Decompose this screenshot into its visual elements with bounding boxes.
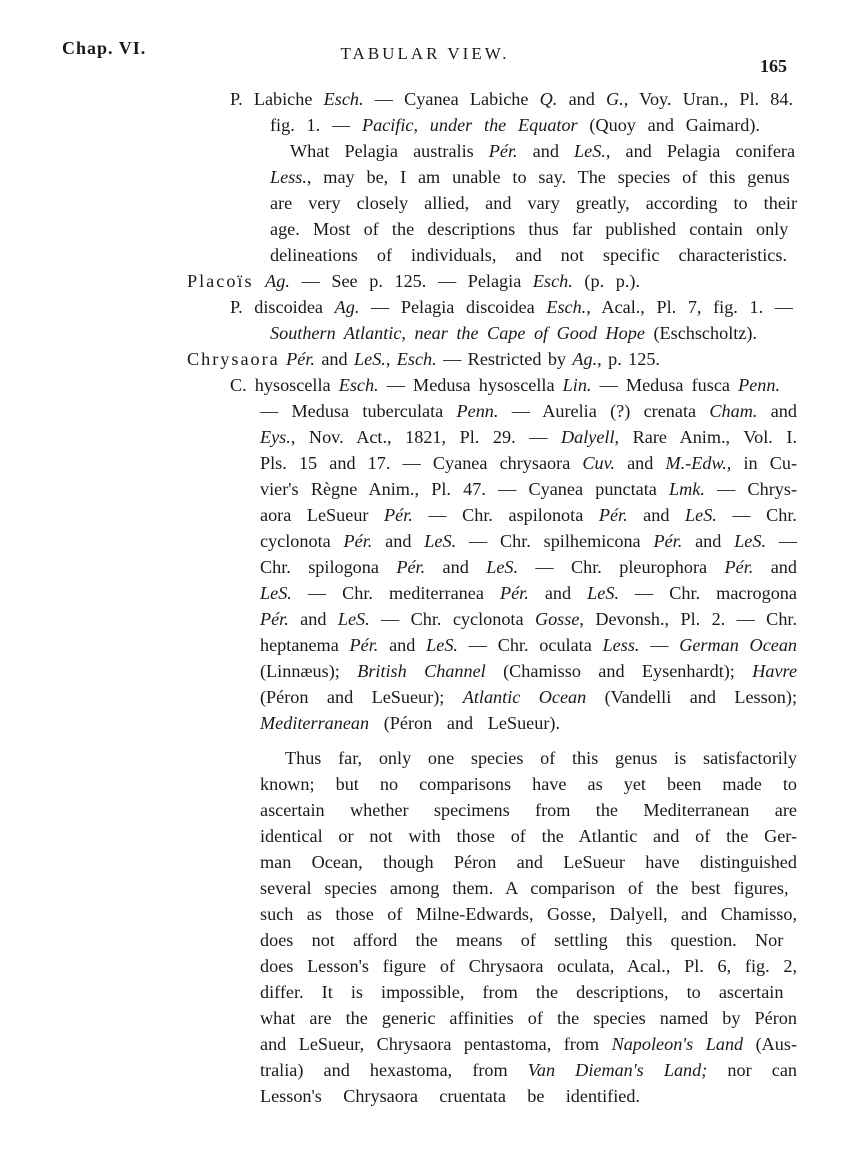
text-line: what are the generic affinities of the species named by Péron bbox=[260, 1008, 797, 1028]
text-line: What Pelagia australis Pér. and LeS., and Pelagia conifera bbox=[290, 141, 796, 161]
text-line: identical or not with those of the Atlantic and of the Ger- bbox=[260, 826, 798, 846]
text-line: Southern Atlantic, near the Cape of Good Hope (Eschscholtz). bbox=[270, 323, 757, 343]
text-line: are very closely allied, and vary greatly, according to their bbox=[270, 193, 798, 213]
text-line: Lesson's Chrysaora cruentata be identified. bbox=[260, 1086, 640, 1106]
running-title: TABULAR VIEW. bbox=[340, 44, 510, 63]
text-line: Mediterranean (Péron and LeSueur). bbox=[260, 713, 560, 733]
text-line: and LeSueur, Chrysaora pentastoma, from Napoleon's Land (Aus- bbox=[260, 1034, 798, 1054]
text-line: Chrysaora Pér. and LeS., Esch. — Restricted by Ag., p. 125. bbox=[187, 349, 660, 369]
page-number: 165 bbox=[760, 56, 787, 76]
text-line: differ. It is impossible, from the descriptions, to ascertain bbox=[260, 982, 784, 1002]
text-line: known; but no comparisons have as yet been made to bbox=[260, 774, 798, 794]
text-line: fig. 1. — Pacific, under the Equator (Quoy and Gaimard). bbox=[270, 115, 760, 135]
text-line: Placoïs Ag. — See p. 125. — Pelagia Esch. (p. p.). bbox=[187, 271, 640, 291]
text-line: (Péron and LeSueur); Atlantic Ocean (Vandelli and Lesson); bbox=[260, 687, 798, 707]
text-line: Thus far, only one species of this genus is satisfactorily bbox=[285, 748, 797, 768]
text-line: P. discoidea Ag. — Pelagia discoidea Esch., Acal., Pl. 7, fig. 1. — bbox=[230, 297, 793, 317]
text-line: P. Labiche Esch. — Cyanea Labiche Q. and G., Voy. Uran., Pl. 84. bbox=[230, 89, 794, 109]
text-line: heptanema Pér. and LeS. — Chr. oculata Less. — German Ocean bbox=[260, 635, 798, 655]
chapter-label: Chap. VI. bbox=[62, 38, 147, 58]
text-line: ascertain whether specimens from the Mediterranean are bbox=[260, 800, 797, 820]
text-line: such as those of Milne-Edwards, Gosse, Dalyell, and Chamisso, bbox=[260, 904, 798, 924]
text-line: aora LeSueur Pér. — Chr. aspilonota Pér. and LeS. — Chr. bbox=[260, 505, 797, 525]
text-line: Eys., Nov. Act., 1821, Pl. 29. — Dalyell, Rare Anim., Vol. I. bbox=[260, 427, 798, 447]
text-line: (Linnæus); British Channel (Chamisso and Eysenhardt); Havre bbox=[260, 661, 798, 681]
text-line: vier's Règne Anim., Pl. 47. — Cyanea punctata Lmk. — Chrys- bbox=[260, 479, 798, 499]
text-line: does Lesson's figure of Chrysaora oculata, Acal., Pl. 6, fig. 2, bbox=[260, 956, 798, 976]
text-line: delineations of individuals, and not specific characteristics. bbox=[270, 245, 788, 265]
text-line: C. hysoscella Esch. — Medusa hysoscella Lin. — Medusa fusca Penn. bbox=[230, 375, 781, 395]
text-line: Chr. spilogona Pér. and LeS. — Chr. pleurophora Pér. and bbox=[260, 557, 797, 577]
text-line: age. Most of the descriptions thus far published contain only bbox=[270, 219, 789, 239]
text-line: several species among them. A comparison of the best figures, bbox=[260, 878, 789, 898]
text-line: Less., may be, I am unable to say. The species of this genus bbox=[270, 167, 790, 187]
text-line: Pls. 15 and 17. — Cyanea chrysaora Cuv. and M.-Edw., in Cu- bbox=[260, 453, 798, 473]
text-line: cyclonota Pér. and LeS. — Chr. spilhemicona Pér. and LeS. — bbox=[260, 531, 798, 551]
text-line: man Ocean, though Péron and LeSueur have distinguished bbox=[260, 852, 797, 872]
text-line: Pér. and LeS. — Chr. cyclonota Gosse, Devonsh., Pl. 2. — Chr. bbox=[260, 609, 798, 629]
text-line: LeS. — Chr. mediterranea Pér. and LeS. — Chr. macrogona bbox=[260, 583, 797, 603]
text-line: — Medusa tuberculata Penn. — Aurelia (?) crenata Cham. and bbox=[260, 401, 797, 421]
text-line: does not afford the means of settling this question. Nor bbox=[260, 930, 784, 950]
text-line: tralia) and hexastoma, from Van Dieman's Land; nor can bbox=[260, 1060, 797, 1080]
